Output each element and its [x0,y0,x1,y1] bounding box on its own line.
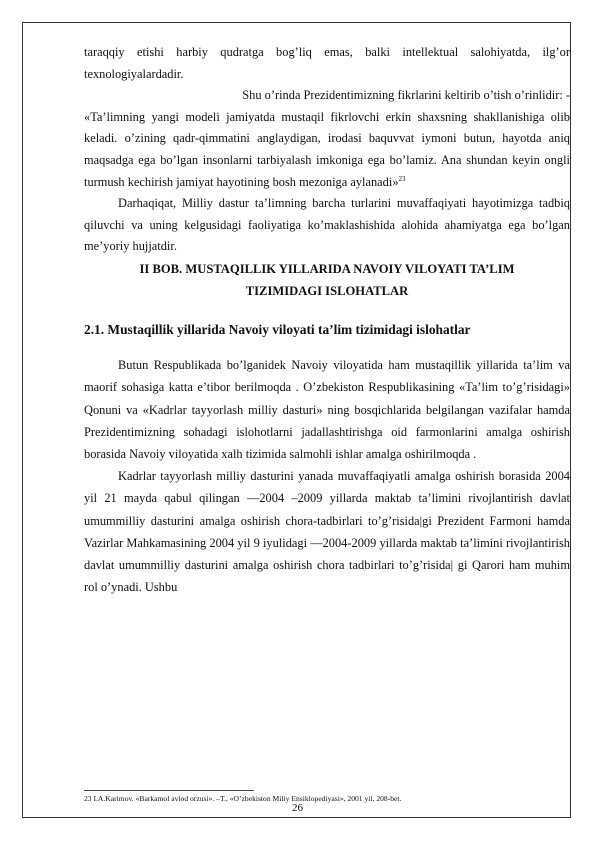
footnote-divider [84,790,254,791]
chapter-title-line-1: II BOB. MUSTAQILLIK YILLARIDA NAVOIY VILOYATI TA’LIM [139,261,515,276]
page-number: 26 [292,802,303,814]
chapter-title [84,259,570,302]
section-title: 2.1. Mustaqillik yillarida Navoiy viloyati ta’lim tizimidagi islohatlar [84,322,471,338]
footnote-ref: 23 [398,174,406,183]
paragraph-5: Kadrlar tayyorlash milliy dasturini yanada muvaffaqiyatli amalga oshirish borasida 2004 yil 21 mayda qabul qilingan ―2004 –2009 yillarda maktab ta’limini rivojlantirish davlat umummilliy dasturini amalga oshirish chora-tadbirlari to’g’risida|gi Prezident Farmoni hamda Vazirlar Mahkamasining 2004 yil 9 iyulidagi ―2004-2009 yillarda maktab ta’limini rivojlantirish davlat umummilliy dasturini amalga oshirish chora tadbirlari to’g’risida| gi Qarori ham muhim rol o’ynadi. Ushbu [84,469,570,595]
paragraph-4: Butun Respublikada bo’lganidek Navoiy viloyatida ham mustaqillik yillarida ta’lim va maorif sohasiga katta e’tibor berilmoqda . O’zbekiston Respublikasining «Ta’lim to’g’risidagi» Qonuni va «Kadrlar tayyorlash milliy dasturi» ning bosqichlarida belgilangan vazifalar hamda Prezidentimizning sohadagi islohotlarni jadallashtirishga oid farmonlarini amalga oshirish borasida Navoiy viloyatida xalh tizimida salmohli ishlar amalga oshirilmoqda . [84,358,570,461]
paragraph-1: taraqqiy etishi harbiy qudratga bog’liq emas, balki intellektual salohiyatda, ilg’or texnologiyalardadir. [84,45,570,81]
chapter-title-line-2: TIZIMIDAGI ISLOHATLAR [245,283,409,298]
paragraph-2-intro: Shu o’rinda Prezidentimizning fikrlarini keltirib o’tish o’rinlidir: - [242,88,570,103]
paragraph-2-quote [84,107,570,193]
document-page [84,42,570,598]
section-body [84,354,570,598]
paragraph-3: Darhaqiqat, Milliy dastur ta’limning barcha turlarini muvaffaqiyati hayotimizga tadbiq qiluvchi va uning kelgusidagi faoliyatiga ko’maklashishida alohida ahamiyatga ega bo’lgan me’yoriy hujjatdir. [84,196,570,254]
quote-text: «Ta’limning yangi modeli jamiyatda mustaqil fikrlovchi erkin shaxsning shakllanishiga olib keladi. o’zining qadr-qimmatini anglaydigan, irodasi baquvvat iymoni butun, hayotda aniq maqsadga ega bo’lgan insonlarni tarbiyalash imkoniga ega bo’lamiz. Ana shundan keyin ongli turmush kechirish jamiyat hayotining bosh mezoniga aylanadi» [84,109,570,189]
footnote: 23 I.A.Karimov. «Barkamol avlod orzusi». –T., «O’zbekiston Miliy Ensiklopediyasi», 2001 yil, 208-bet. [84,794,402,803]
